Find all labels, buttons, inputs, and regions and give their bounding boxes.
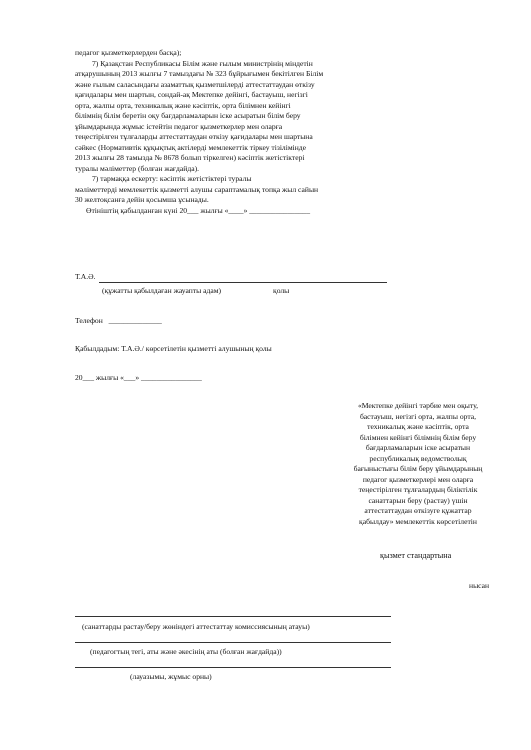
text-line: 30 желтоқсанға дейін қосымша ұсынады. — [75, 195, 209, 204]
text-line: орта, жалпы орта, техникалық және кәсіптік, орта білімнен кейінгі — [75, 100, 291, 110]
accepted-by-line: Қабылдадым: Т.А.Ә./ көрсетілетін қызметті алушының қолы — [75, 344, 272, 353]
text-line: қағидалары мен шартын, сондай-ақ Мектепке дейінгі, бастауыш, негізгі — [75, 90, 308, 99]
text-line: теңестірілген тұлғаларды аттестаттаудан өткізу қағидалары мен шартына — [75, 132, 313, 141]
standard-title: қызмет стандартына — [380, 551, 452, 560]
intro-text — [75, 48, 457, 216]
teacher-caption: (педагогтың тегі, аты және әкесінің аты (болған жағдайда)) — [90, 647, 282, 656]
text-line: ұйымдарында жұмыс істейтін педагог қызметкерлер мен оларға — [75, 121, 283, 131]
reference-line: «Мектепке дейінгі тәрбие мен оқыту, — [357, 401, 479, 410]
reference-line: білімнен кейінгі білімнің білім беру — [359, 432, 477, 442]
text-line: және ғылым саласындағы азаматтық қызметшілерді аттестаттаудан өткізу — [75, 79, 315, 89]
text-line: 2013 жылғы 28 тамызда № 8678 болып тіркелген) кәсіптік жетістіктері — [75, 153, 305, 162]
reference-line: педагог қызметкерлері мен оларға — [362, 474, 474, 484]
phone-label-text: Телефон — [75, 316, 103, 325]
phone-label — [75, 316, 162, 327]
text-line: білімнің білім беретін оқу бағдарламаларын іске асыратын білім беру — [75, 111, 301, 120]
reference-line: республикалық ведомстволық — [369, 453, 467, 463]
application-date-line: Өтініштің қабылданған күні 20___ жылғы «____» ________________ — [86, 205, 311, 215]
position-caption: (лауазымы, жұмыс орны) — [130, 672, 212, 681]
fio-label: Т.А.Ә. — [75, 272, 96, 281]
form-label: нысан — [469, 581, 490, 590]
fio-blank-line — [99, 282, 387, 283]
responsible-person-caption: (құжатты қабылдаған жауапты адам) — [102, 286, 222, 295]
commission-blank-line — [75, 616, 391, 617]
text-line: сәйкес (Нормативтік құқықтық актілерді мемлекеттік тіркеу тізілімінде — [75, 142, 307, 152]
reference-line: теңестірілген тұлғалардың біліктілік — [358, 485, 478, 494]
reference-line: бастауыш, негізгі орта, жалпы орта, — [359, 411, 477, 421]
text-line: 7) тармаққа ескерту: кәсіптік жетістіктері туралы — [92, 174, 252, 183]
reference-line: санаттарын беру (растау) үшін — [368, 495, 468, 505]
signature-caption: қолы — [273, 286, 290, 295]
teacher-blank-line — [75, 642, 391, 643]
text-line: атқарушының 2013 жылғы 7 тамыздағы № 323 бұйрығымен бекітілген Білім — [75, 69, 324, 78]
acceptance-date-line: 20___ жылғы «___» ________________ — [75, 373, 202, 382]
reference-line: техникалық және кәсіптік, орта — [367, 422, 469, 431]
text-line: туралы мәліметтер (болған жағдайда). — [75, 163, 200, 173]
reference-line: бағдарламаларын іске асыратын — [365, 443, 471, 452]
standard-reference-block — [335, 401, 501, 527]
reference-line: қабылдау» мемлекеттік көрсетілетін — [359, 516, 477, 526]
phone-blank: ______________ — [108, 316, 162, 325]
reference-line: бағыныстығы білім беру ұйымдарының — [353, 464, 483, 473]
text-line: педагог қызметкерлерден басқа); — [75, 48, 182, 57]
position-blank-line — [75, 667, 391, 668]
commission-caption: (санаттарды растау/беру жөніндегі аттестаттау комиссиясының атауы) — [82, 622, 310, 631]
reference-line: аттестаттаудан өткізуге құжаттар — [364, 506, 472, 515]
text-line: 7) Қазақстан Республикасы Білім және ғылым министрінің міндетін — [92, 58, 313, 68]
text-line: мәліметтерді мемлекеттік қызметті алушы сараптамалық топқа жыл сайын — [75, 184, 319, 194]
